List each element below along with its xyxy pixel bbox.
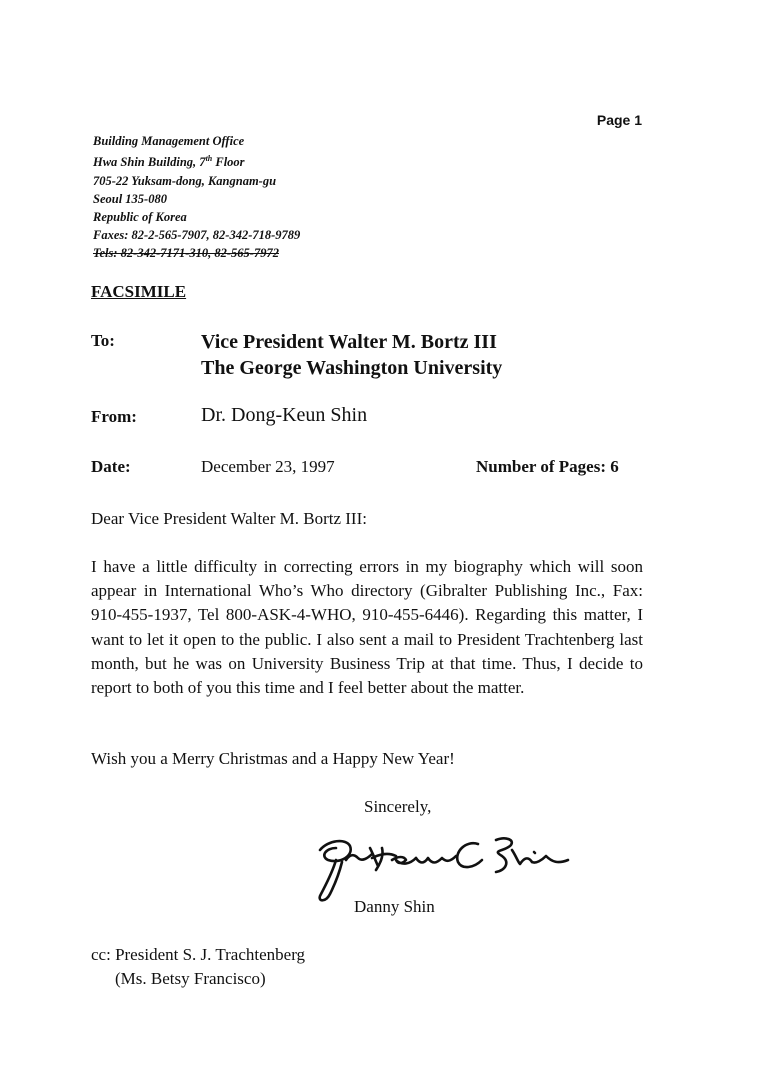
recipient-name: Vice President Walter M. Bortz III bbox=[201, 331, 497, 353]
address-building-prefix: Hwa Shin Building, 7 bbox=[93, 155, 206, 170]
handwritten-signature bbox=[306, 826, 586, 908]
facsimile-heading: FACSIMILE bbox=[91, 282, 187, 301]
recipient-block bbox=[201, 329, 502, 381]
address-city: Seoul 135-080 bbox=[93, 191, 167, 206]
holiday-wish: Wish you a Merry Christmas and a Happy New Year! bbox=[91, 749, 455, 768]
sender-name: Dr. Dong-Keun Shin bbox=[201, 404, 368, 426]
address-street: 705-22 Yuksam-dong, Kangnam-gu bbox=[93, 173, 277, 188]
from-label: From: bbox=[91, 407, 137, 426]
to-label: To: bbox=[91, 331, 115, 350]
address-country: Republic of Korea bbox=[93, 209, 187, 224]
cc-line: cc: President S. J. Trachtenberg bbox=[91, 945, 306, 964]
address-building-sup: th bbox=[205, 154, 213, 164]
number-of-pages: Number of Pages: 6 bbox=[476, 457, 619, 476]
date-label: Date: bbox=[91, 457, 131, 476]
sender-address-block bbox=[93, 132, 300, 263]
address-tels-struck: Tels: 82-342-7171-310, 82-565-7972 bbox=[93, 246, 279, 261]
cc-line-secondary: (Ms. Betsy Francisco) bbox=[115, 969, 266, 988]
address-building bbox=[93, 150, 300, 171]
cc-block bbox=[91, 943, 305, 991]
closing: Sincerely, bbox=[364, 797, 432, 816]
signer-name: Danny Shin bbox=[354, 897, 435, 916]
address-office: Building Management Office bbox=[93, 134, 245, 148]
page-number: Page 1 bbox=[596, 112, 642, 128]
address-building-suffix: Floor bbox=[212, 155, 245, 170]
date-value: December 23, 1997 bbox=[201, 457, 335, 476]
address-faxes: Faxes: 82-2-565-7907, 82-342-718-9789 bbox=[93, 228, 301, 243]
recipient-organization: The George Washington University bbox=[201, 357, 503, 379]
salutation: Dear Vice President Walter M. Bortz III: bbox=[91, 509, 367, 528]
body-paragraph: I have a little difficulty in correcting errors in my biography which will soon appear in International Who’s Who directory (Gibralter Publishing Inc., Fax: 910-455-1937, Tel 800-ASK-4-WHO, 910-455-6446). Regarding this matter, I want to let it open to the public. I also sent a mail to President Trachtenberg last month, but he was on University Business Trip at that time. Thus, I decide to report to both of you this time and I feel better about the matter. bbox=[91, 557, 643, 698]
